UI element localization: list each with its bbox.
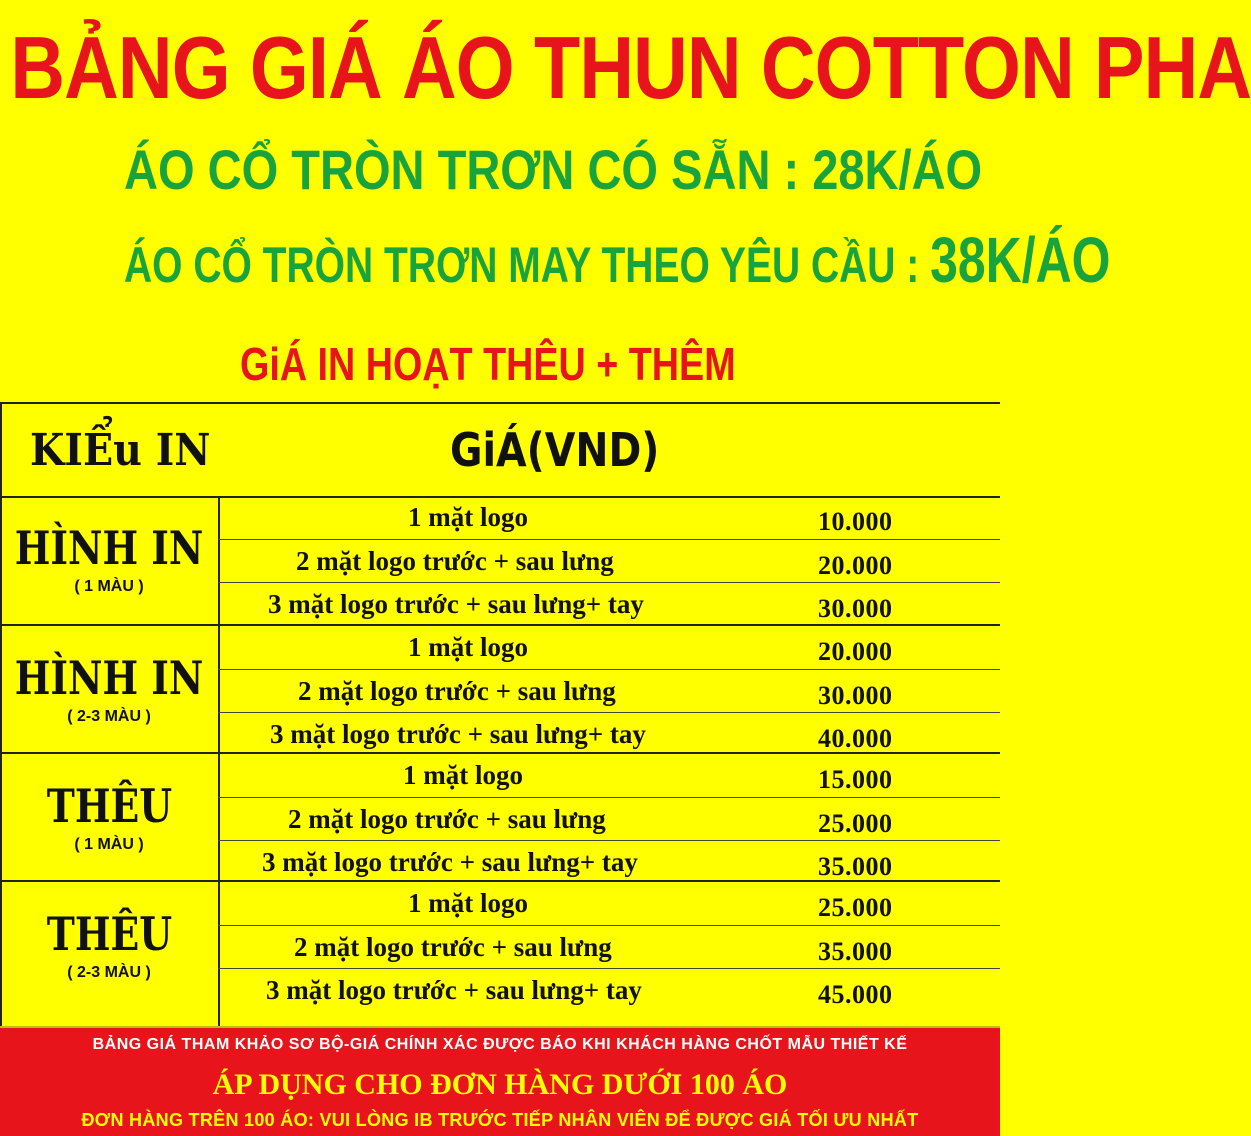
print-type-name: HÌNH IN <box>14 651 204 705</box>
print-option: 3 mặt logo trước + sau lưng+ tay <box>268 589 644 619</box>
print-type-cell <box>0 496 218 624</box>
table-row <box>218 712 1000 755</box>
table-row <box>218 968 1000 1011</box>
print-type-colors: ( 2-3 MÀU ) <box>67 964 151 981</box>
print-embroidery-heading: GiÁ IN HOẠT THÊU + THÊM <box>240 338 736 390</box>
option-price: 30.000 <box>818 681 893 710</box>
custom-made-label: ÁO CỔ TRÒN TRƠN MAY THEO YÊU CẦU : <box>124 237 931 293</box>
table-row <box>218 840 1000 883</box>
print-option: 2 mặt logo trước + sau lưng <box>288 804 606 834</box>
print-type-colors: ( 1 MÀU ) <box>74 578 144 595</box>
footer-banner <box>0 1026 1000 1136</box>
table-row <box>218 925 1000 968</box>
option-price: 15.000 <box>818 765 893 794</box>
print-option: 3 mặt logo trước + sau lưng+ tay <box>266 975 642 1005</box>
print-option: 2 mặt logo trước + sau lưng <box>296 546 614 576</box>
footer-order-scope: ÁP DỤNG CHO ĐƠN HÀNG DƯỚI 100 ÁO <box>212 1068 788 1101</box>
option-price: 40.000 <box>818 724 893 753</box>
print-type-name: HÌNH IN <box>14 521 204 575</box>
table-row <box>218 496 1000 539</box>
print-option: 1 mặt logo <box>408 502 528 532</box>
print-type-cell <box>0 626 218 754</box>
print-type-name: THÊU <box>46 779 172 833</box>
price-group <box>0 880 1000 1008</box>
option-price: 45.000 <box>818 980 893 1009</box>
option-price: 35.000 <box>818 852 893 881</box>
print-option: 2 mặt logo trước + sau lưng <box>294 932 612 962</box>
price-group <box>0 752 1000 880</box>
print-option: 1 mặt logo <box>403 760 523 790</box>
table-row <box>218 882 1000 925</box>
print-type-colors: ( 2-3 MÀU ) <box>67 708 151 725</box>
print-type-name: THÊU <box>46 907 172 961</box>
price-table <box>0 402 1000 1026</box>
print-option: 3 mặt logo trước + sau lưng+ tay <box>262 847 638 877</box>
option-price: 25.000 <box>818 893 893 922</box>
option-price: 20.000 <box>818 637 893 666</box>
table-row <box>218 539 1000 582</box>
print-option: 2 mặt logo trước + sau lưng <box>298 676 616 706</box>
ready-made-price-line: ÁO CỔ TRÒN TRƠN CÓ SẴN : 28K/ÁO <box>124 138 983 201</box>
print-option: 3 mặt logo trước + sau lưng+ tay <box>270 719 646 749</box>
table-row <box>218 669 1000 712</box>
print-type-cell <box>0 754 218 882</box>
column-header-print-type: KIỂu IN <box>30 424 211 476</box>
footer-bulk-note: ĐƠN HÀNG TRÊN 100 ÁO: VUI LÒNG IB TRƯỚC TIẾP NHÂN VIÊN ĐỂ ĐƯỢC GIÁ TỐI ƯU NHẤT <box>81 1110 919 1130</box>
table-row <box>218 797 1000 840</box>
option-price: 25.000 <box>818 809 893 838</box>
print-option: 1 mặt logo <box>408 632 528 662</box>
option-price: 20.000 <box>818 551 893 580</box>
option-price: 10.000 <box>818 507 893 536</box>
table-row <box>218 754 1000 797</box>
footer-disclaimer: BẢNG GIÁ THAM KHẢO SƠ BỘ-GIÁ CHÍNH XÁC ĐƯỢC BÁO KHI KHÁCH HÀNG CHỐT MẪU THIẾT KẾ <box>92 1036 908 1053</box>
price-group <box>0 624 1000 752</box>
custom-made-price-line <box>124 224 1111 297</box>
column-header-price: GiÁ(VND) <box>450 423 660 477</box>
option-price: 30.000 <box>818 594 893 623</box>
table-row <box>218 626 1000 669</box>
poster-title: BẢNG GIÁ ÁO THUN COTTON PHA <box>10 18 1251 117</box>
print-option: 1 mặt logo <box>408 888 528 918</box>
print-type-cell <box>0 882 218 1010</box>
table-row <box>218 582 1000 625</box>
option-price: 35.000 <box>818 937 893 966</box>
price-group <box>0 496 1000 624</box>
print-type-colors: ( 1 MÀU ) <box>74 836 144 853</box>
custom-made-price: 38K/ÁO <box>930 224 1111 296</box>
